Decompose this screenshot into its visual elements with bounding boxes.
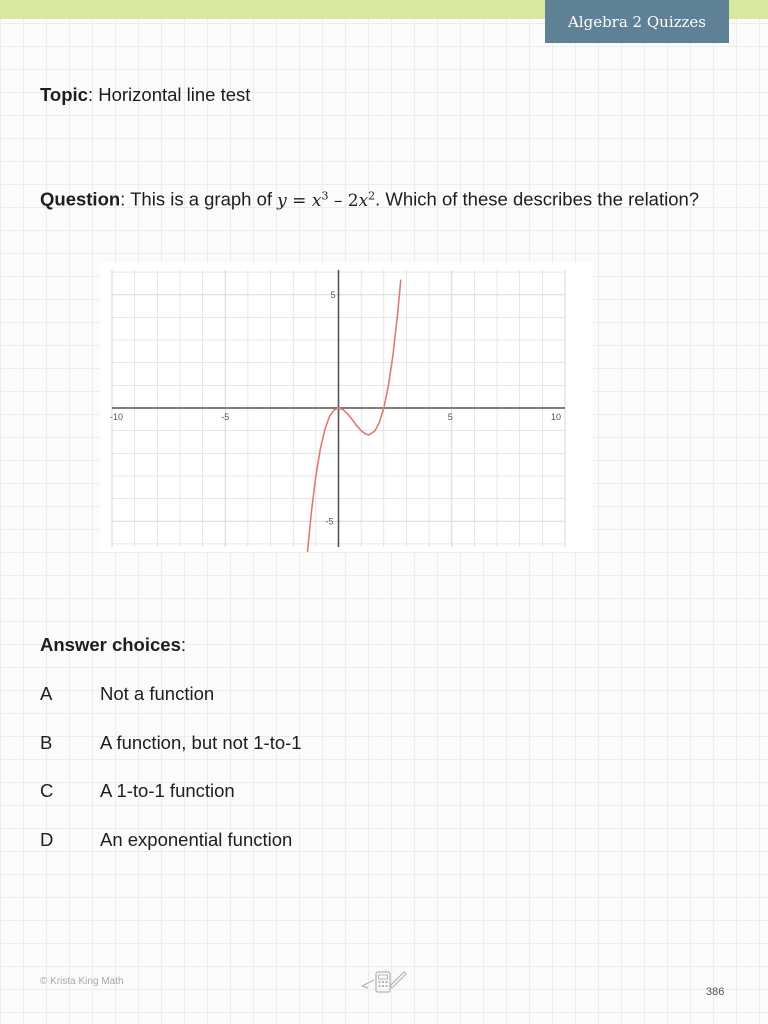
choice-b[interactable]	[40, 732, 302, 754]
choice-text: A 1-to-1 function	[100, 780, 235, 801]
function-graph	[100, 262, 592, 552]
y-tick-label: -5	[325, 516, 334, 527]
question-rest: . Which of these describes the relation?	[375, 188, 700, 210]
choice-letter: C	[40, 780, 54, 801]
graph-svg	[100, 262, 592, 552]
x-tick-label: 10	[551, 412, 562, 422]
question-intro: : This is a graph of	[120, 188, 278, 210]
choice-letter: D	[40, 829, 54, 850]
answer-choices-heading	[40, 634, 186, 656]
x-tick-label: 5	[447, 412, 453, 422]
topic-text: : Horizontal line test	[87, 84, 251, 105]
eq-minus: – 2	[328, 190, 359, 211]
eq-equals: =	[286, 190, 312, 211]
header-title-tab	[545, 0, 729, 43]
x-tick-label: -5	[221, 412, 230, 422]
question-label: Question	[40, 188, 121, 210]
header-title: Algebra 2 Quizzes	[567, 12, 707, 31]
eq-y: y	[277, 190, 287, 211]
cubic-curve	[307, 280, 401, 552]
choice-letter: A	[40, 683, 53, 704]
calculator-pencil-icon	[360, 968, 408, 1001]
answer-heading-colon: :	[180, 634, 187, 655]
choice-c[interactable]	[40, 780, 235, 802]
choice-text: Not a function	[100, 683, 215, 704]
page-number: 386	[706, 986, 725, 998]
answer-heading-label: Answer choices	[40, 634, 181, 655]
choice-text: A function, but not 1-to-1	[100, 732, 302, 753]
eq-exp1: 3	[321, 189, 329, 202]
copyright: © Krista King Math	[40, 976, 124, 987]
equation	[277, 191, 375, 211]
topic-line	[40, 84, 250, 106]
choice-d[interactable]	[40, 829, 292, 851]
eq-x2: x	[358, 190, 369, 211]
choice-a[interactable]	[40, 683, 214, 705]
x-tick-label: -10	[110, 412, 124, 422]
y-tick-label: 5	[330, 289, 336, 300]
eq-exp2: 2	[368, 189, 376, 202]
choice-text: An exponential function	[100, 829, 293, 850]
choice-letter: B	[40, 732, 53, 753]
topic-label: Topic	[40, 84, 88, 105]
eq-x1: x	[311, 190, 322, 211]
question-text	[40, 180, 720, 217]
